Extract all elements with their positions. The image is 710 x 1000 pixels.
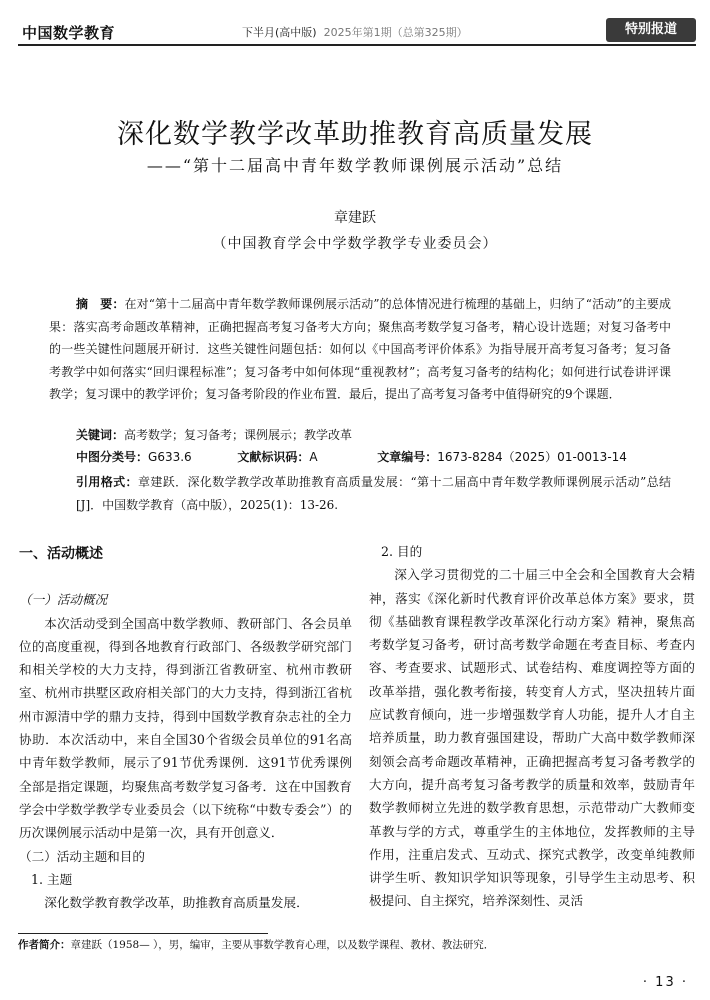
paragraph: 深化数学教育教学改革，助推教育高质量发展． <box>44 895 309 911</box>
footnote-label: 作者简介： <box>18 939 71 951</box>
article-no-label: 文章编号： <box>377 450 438 464</box>
issue-info <box>242 24 468 40</box>
item-heading: 1. 主题 <box>31 871 73 887</box>
citation-label: 引用格式： <box>76 475 138 489</box>
keywords-line <box>76 426 352 443</box>
keywords-label: 关键词： <box>76 428 125 442</box>
item-heading: 2. 目的 <box>381 544 423 559</box>
paragraph: 深入学习贯彻党的二十届三中全会和全国教育大会精神，落实《深化新时代教育评价改革总体方案》要求，贯彻《基础教育课程教学改革深化行动方案》精神，聚焦高考数学复习备考，研讨高考数学命题在考查目标、考查内容、考查要求、试题形式、试卷结构、难度调控等方面的改革举措，强化教考衔接，转变育人方式，坚决扭转片面应试教育倾向，进一步增强数学育人功能，提升人才自主培养质量，助力教育强国建设，帮助广大高中数学教师深刻领会高考命题改革精神，正确把握高考复习备考教学的大方向，提升高考复习备考教学的质量和效率，鼓励青年数学教师树立先进的数学教育思想，示范带动广大教师变革教与学的方式，尊重学生的主体地位，发挥教师的主导作用，注重启发式、互动式、探究式教学，改变单纯教师讲学生听、教知识学知识等现象，引导学生主动思考、积极提问、自主探究，培养深刻性、灵活 <box>369 567 695 909</box>
left-column <box>19 543 352 914</box>
author-affiliation: （中国教育学会中学数学教学专业委员会） <box>212 236 498 252</box>
subsection-heading: （一）活动概况 <box>19 592 108 608</box>
author-name: 章建跃 <box>334 210 376 226</box>
paragraph: 本次活动受到全国高中数学教师、教研部门、各会员单位的高度重视，得到各地教育行政部门、各级教学研究部门和相关学校的大力支持，得到浙江省教研室、杭州市教研室、杭州市拱墅区政府相关部门的大力支持，得到浙江省杭州市源清中学的鼎力支持，得到中国数学教育杂志社的全力协助．本次活动中，来自全国30个省级会员单位的91名高中青年数学教师，展示了91节优秀课例．这91节优秀课例全部是指定课题，均聚焦高考数学复习备考．这在中国教育学会中学数学教学专业委员会（以下统称“中数专委会”）的历次课例展示活动中是第一次，具有开创意义． <box>19 615 352 841</box>
keywords-text: 高考数学；复习备考；课例展示；教学改革 <box>124 428 353 442</box>
classification-line <box>76 448 627 465</box>
subsection-heading: （二）活动主题和目的 <box>19 848 145 864</box>
header-divider <box>18 44 696 46</box>
abstract-text: 在对“第十二届高中青年数学教师课例展示活动”的总体情况进行梳理的基础上，归纳了“活动”的主要成果：落实高考命题改革精神，正确把握高考复习备考大方向；聚焦高考数学复习备考，精心设计选题；对复习备考中的一些关键性问题展开研讨．这些关键性问题包括：如何以《中国高考评价体系》为指导展开高考复习备考；复习备考教学中如何落实“回归课程标准”；复习备考中如何体现“重视教材”；高考复习备考的结构化；如何进行试卷讲评课教学；复习课中的教学评价；复习备考阶段的作业布置．最后，提出了高考复习备考中值得研究的9个课题． <box>49 297 671 401</box>
article-title: 深化数学教学改革助推教育高质量发展 <box>117 119 593 150</box>
abstract <box>49 293 671 406</box>
citation-text: 章建跃．深化数学教学改革助推教育高质量发展：“第十二届高中青年数学教师课例展示活动”总结[J]．中国数学教育（高中版），2025(1)：13-26. <box>76 475 671 512</box>
section-heading: 一、活动概述 <box>19 546 103 562</box>
clc-value: G633.6 <box>148 450 192 464</box>
abstract-label: 摘 要： <box>76 297 125 311</box>
footnote-divider <box>18 933 268 934</box>
journal-name: 中国数学教育 <box>22 24 116 42</box>
author-footnote <box>18 937 494 952</box>
footnote-text: 章建跃（1958— ），男，编审，主要从事数学教育心理，以及数学课程、教材、教法研究． <box>70 939 495 951</box>
page-number: · 13 · <box>642 975 688 990</box>
section-badge: 特别报道 <box>606 18 696 42</box>
issue-edition: 下半月(高中版) <box>242 26 317 39</box>
doc-code-value: A <box>309 450 318 464</box>
article-subtitle: ——“第十二届高中青年数学教师课例展示活动”总结 <box>146 156 564 175</box>
issue-number: 2025年第1期（总第325期） <box>323 26 468 39</box>
doc-code-label: 文献标识码： <box>237 450 310 464</box>
citation <box>76 471 671 517</box>
article-no-value: 1673-8284（2025）01-0013-14 <box>437 450 627 464</box>
clc-label: 中图分类号： <box>76 450 149 464</box>
right-column <box>369 540 695 913</box>
